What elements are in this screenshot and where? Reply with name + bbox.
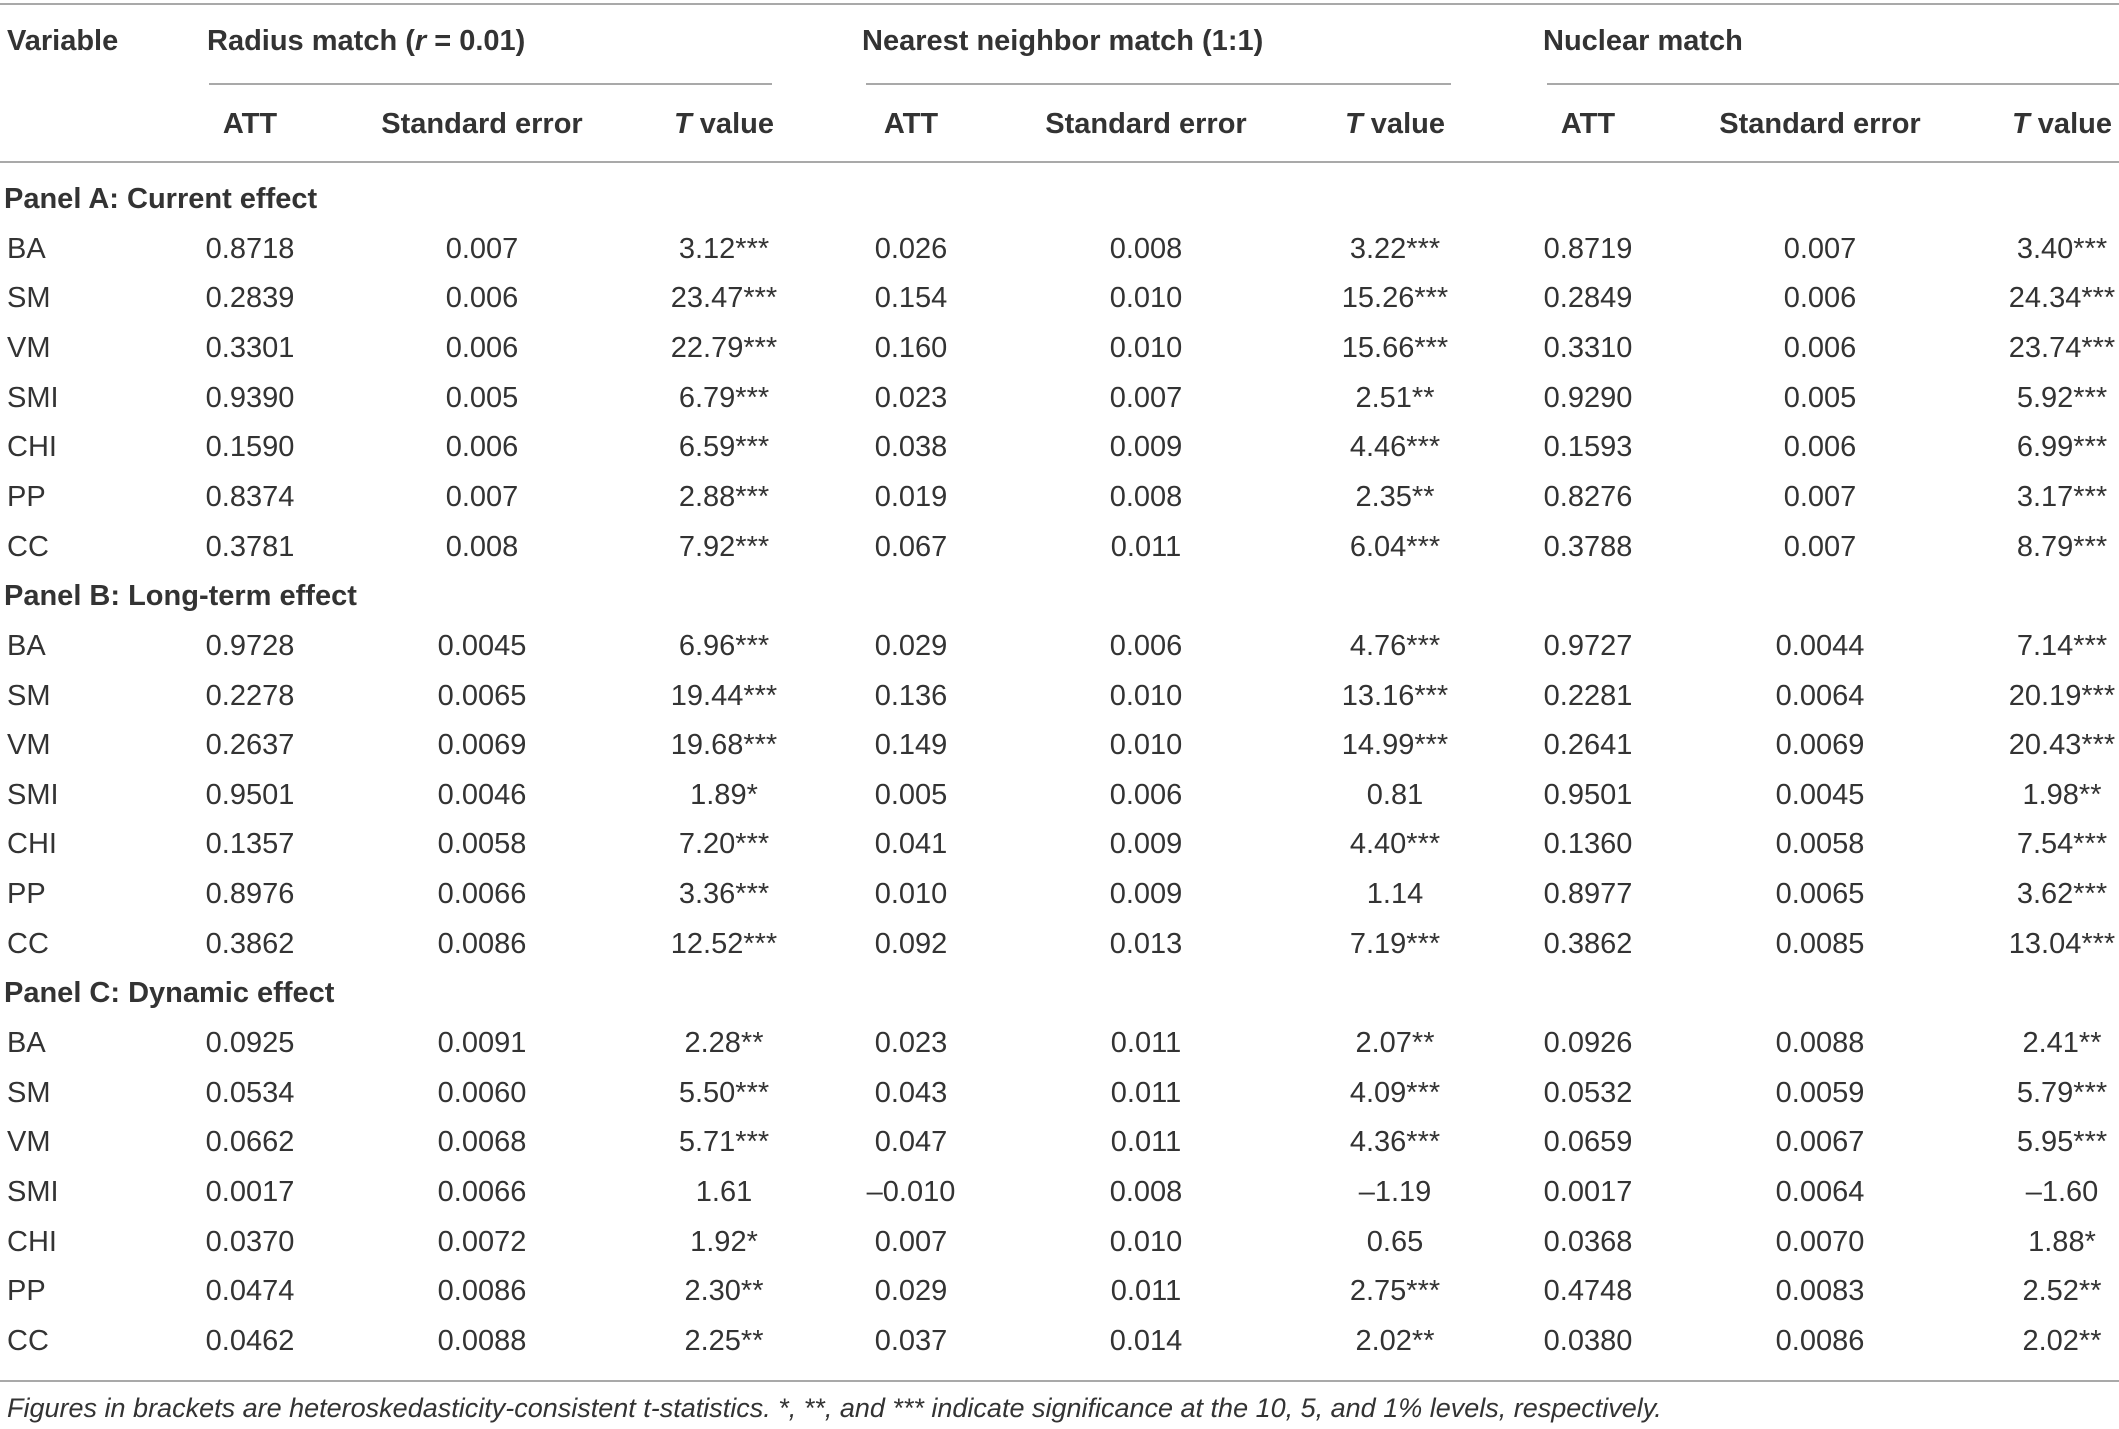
table-row (0, 720, 2119, 770)
radius-t-cell: 3.12*** (678, 232, 770, 265)
nuclear-se-cell: 0.0069 (1775, 729, 1865, 762)
nn-att-cell: 0.047 (874, 1126, 948, 1159)
table-row (0, 919, 2119, 969)
nuclear-t-cell: 2.52** (2022, 1275, 2102, 1308)
table-bottom-rule (0, 1380, 2119, 1382)
panel-title: Panel C: Dynamic effect (4, 977, 335, 1010)
variable-cell: BA (7, 1027, 46, 1060)
radius-se-cell: 0.0045 (437, 629, 527, 662)
table-row (0, 273, 2119, 323)
nuclear-t-cell: 24.34*** (2008, 282, 2116, 315)
nn-se-cell: 0.009 (1109, 878, 1183, 911)
radius-att-cell: 0.8374 (205, 480, 295, 513)
t-symbol: T (674, 108, 692, 140)
nn-t-cell: 2.51** (1355, 381, 1435, 414)
nn-t-cell: 15.26*** (1341, 282, 1449, 315)
radius-t-header (669, 99, 779, 149)
nn-t-cell: 4.09*** (1349, 1076, 1441, 1109)
radius-att-cell: 0.3301 (205, 331, 295, 364)
nuclear-att-cell: 0.8977 (1543, 878, 1633, 911)
table-row (0, 522, 2119, 572)
nuclear-se-cell: 0.0044 (1775, 629, 1865, 662)
nuclear-se-cell: 0.0083 (1775, 1275, 1865, 1308)
nn-att-header: ATT (883, 108, 939, 140)
table-row (0, 422, 2119, 472)
nuclear-att-cell: 0.4748 (1543, 1275, 1633, 1308)
variable-cell: CHI (7, 431, 57, 464)
variable-cell: SMI (7, 778, 59, 811)
nuclear-t-cell: 5.92*** (2016, 381, 2108, 414)
radius-se-cell: 0.007 (445, 232, 519, 265)
radius-t-cell: 5.71*** (678, 1126, 770, 1159)
nuclear-att-cell: 0.8719 (1543, 232, 1633, 265)
radius-t-cell: 2.88*** (678, 480, 770, 513)
radius-t-cell: 7.92*** (678, 530, 770, 563)
radius-group-rule (209, 83, 772, 85)
nn-att-cell: 0.010 (874, 878, 948, 911)
table-row (0, 323, 2119, 373)
radius-se-cell: 0.0091 (437, 1027, 527, 1060)
radius-symbol: r (414, 25, 427, 57)
nuclear-se-cell: 0.0070 (1775, 1225, 1865, 1258)
nn-t-cell: 2.07** (1355, 1027, 1435, 1060)
variable-cell: PP (7, 480, 46, 513)
nuclear-t-cell: 13.04*** (2008, 927, 2116, 960)
radius-att-cell: 0.0462 (205, 1324, 295, 1357)
variable-header: Variable (7, 25, 119, 57)
radius-t-cell: 6.79*** (678, 381, 770, 414)
nn-se-cell: 0.011 (1110, 530, 1182, 563)
nn-t-cell: 4.76*** (1349, 629, 1441, 662)
radius-se-cell: 0.0066 (437, 1176, 527, 1208)
nn-se-cell: 0.008 (1109, 1176, 1183, 1208)
radius-att-cell: 0.0017 (205, 1176, 295, 1208)
nuclear-t-cell: 2.02** (2022, 1324, 2102, 1357)
nuclear-att-cell: 0.2281 (1543, 679, 1633, 712)
radius-att-cell: 0.9390 (205, 381, 295, 414)
nn-t-cell: 2.02** (1355, 1324, 1435, 1357)
radius-t-cell: 19.44*** (670, 679, 778, 712)
nn-t-cell: 3.22*** (1349, 232, 1441, 265)
nn-se-cell: 0.007 (1109, 381, 1183, 414)
variable-cell: VM (7, 729, 51, 762)
variable-cell: CHI (7, 828, 57, 861)
nn-att-cell: –0.010 (866, 1176, 956, 1208)
radius-se-cell: 0.006 (445, 431, 519, 464)
subheader-row (0, 99, 2119, 149)
radius-att-cell: 0.9501 (205, 778, 295, 811)
header-bottom-rule (0, 161, 2119, 163)
t-symbol: T (1345, 108, 1363, 140)
table-row (0, 869, 2119, 919)
radius-t-cell: 22.79*** (670, 331, 778, 364)
variable-cell: SMI (7, 381, 59, 414)
nuclear-att-cell: 0.9290 (1543, 381, 1633, 414)
t-label-rest: value (691, 108, 774, 140)
radius-se-header: Standard error (381, 108, 583, 140)
table-row (0, 1316, 2119, 1366)
nn-se-header: Standard error (1045, 108, 1247, 140)
nn-se-cell: 0.014 (1109, 1324, 1183, 1357)
nuclear-t-cell: –1.60 (2025, 1176, 2099, 1208)
table-footnote: Figures in brackets are heteroskedasticity-consistent t-statistics. *, **, and *** indicate significance at the 10, 5, and 1% levels, respectively. (7, 1393, 1662, 1423)
variable-cell: SM (7, 282, 51, 315)
nn-att-cell: 0.041 (874, 828, 948, 861)
nn-t-cell: 1.14 (1366, 878, 1424, 911)
radius-att-cell: 0.2278 (205, 679, 295, 712)
variable-cell: CC (7, 1324, 49, 1357)
radius-t-cell: 2.30** (684, 1275, 764, 1308)
nearest-neighbor-group-rule (866, 83, 1451, 85)
nuclear-att-cell: 0.0017 (1543, 1176, 1633, 1208)
nn-att-cell: 0.019 (874, 480, 948, 513)
nuclear-se-cell: 0.007 (1783, 530, 1857, 563)
nuclear-se-cell: 0.0065 (1775, 878, 1865, 911)
nn-att-cell: 0.007 (874, 1225, 948, 1258)
nn-t-cell: 2.35** (1355, 480, 1435, 513)
nuclear-att-cell: 0.1593 (1543, 431, 1633, 464)
radius-se-cell: 0.0068 (437, 1126, 527, 1159)
nuclear-att-cell: 0.0380 (1543, 1324, 1633, 1357)
t-label-rest: value (2029, 108, 2112, 140)
radius-se-cell: 0.0086 (437, 927, 527, 960)
top-rule (0, 3, 2119, 5)
nuclear-se-cell: 0.006 (1783, 282, 1857, 315)
nuclear-att-cell: 0.8276 (1543, 480, 1633, 513)
nuclear-se-cell: 0.0045 (1775, 778, 1865, 811)
nn-att-cell: 0.023 (874, 1027, 948, 1060)
radius-att-cell: 0.8976 (205, 878, 295, 911)
radius-t-cell: 7.20*** (678, 828, 770, 861)
variable-cell: PP (7, 878, 46, 911)
nuclear-group-rule (1547, 83, 2119, 85)
variable-cell: VM (7, 1126, 51, 1159)
radius-att-cell: 0.1590 (205, 431, 295, 464)
nuclear-t-cell: 20.43*** (2008, 729, 2116, 762)
nuclear-se-cell: 0.0088 (1775, 1027, 1865, 1060)
nn-att-cell: 0.029 (874, 629, 948, 662)
nn-att-cell: 0.154 (874, 282, 948, 315)
nuclear-t-header (2007, 99, 2117, 149)
nuclear-se-cell: 0.007 (1783, 232, 1857, 265)
table-row (0, 224, 2119, 274)
nuclear-att-cell: 0.9501 (1543, 778, 1633, 811)
radius-se-cell: 0.008 (445, 530, 519, 563)
nn-att-cell: 0.005 (874, 778, 948, 811)
nn-se-cell: 0.008 (1109, 480, 1183, 513)
radius-se-cell: 0.007 (445, 480, 519, 513)
variable-cell: CHI (7, 1225, 57, 1258)
nuclear-att-cell: 0.3788 (1543, 530, 1633, 563)
nn-att-cell: 0.023 (874, 381, 948, 414)
radius-se-cell: 0.0069 (437, 729, 527, 762)
nn-se-cell: 0.010 (1109, 331, 1183, 364)
table-row (0, 373, 2119, 423)
radius-se-cell: 0.0072 (437, 1225, 527, 1258)
radius-att-header: ATT (222, 108, 278, 140)
radius-se-cell: 0.0086 (437, 1275, 527, 1308)
nuclear-t-cell: 3.17*** (2016, 480, 2108, 513)
nuclear-t-cell: 7.54*** (2016, 828, 2108, 861)
nuclear-se-cell: 0.0085 (1775, 927, 1865, 960)
nuclear-att-cell: 0.2641 (1543, 729, 1633, 762)
table-row (0, 1068, 2119, 1118)
nn-se-cell: 0.009 (1109, 431, 1183, 464)
radius-att-cell: 0.2637 (205, 729, 295, 762)
nn-se-cell: 0.010 (1109, 679, 1183, 712)
table-row (0, 1167, 2119, 1217)
radius-match-label-end: = 0.01) (426, 25, 526, 57)
radius-match-group-header (207, 21, 525, 61)
nuclear-se-cell: 0.0067 (1775, 1126, 1865, 1159)
nuclear-att-cell: 0.0659 (1543, 1126, 1633, 1159)
nuclear-se-cell: 0.0064 (1775, 1176, 1865, 1208)
table-row (0, 621, 2119, 671)
radius-se-cell: 0.0066 (437, 878, 527, 911)
variable-cell: BA (7, 629, 46, 662)
variable-cell: CC (7, 927, 49, 960)
table-row (0, 1018, 2119, 1068)
nn-se-cell: 0.009 (1109, 828, 1183, 861)
nn-att-cell: 0.136 (874, 679, 948, 712)
nuclear-se-cell: 0.0086 (1775, 1324, 1865, 1357)
nuclear-att-header: ATT (1560, 108, 1616, 140)
radius-t-cell: 1.89* (690, 778, 758, 811)
radius-t-cell: 19.68*** (670, 729, 778, 762)
nn-se-cell: 0.006 (1109, 629, 1183, 662)
nuclear-se-cell: 0.006 (1783, 331, 1857, 364)
nn-se-cell: 0.011 (1110, 1126, 1182, 1159)
nn-att-cell: 0.149 (874, 729, 948, 762)
nn-t-cell: –1.19 (1358, 1176, 1432, 1208)
nn-att-cell: 0.067 (874, 530, 948, 563)
nuclear-se-cell: 0.0059 (1775, 1076, 1865, 1109)
table-row (0, 770, 2119, 820)
nuclear-att-cell: 0.0368 (1543, 1225, 1633, 1258)
nn-t-cell: 0.65 (1366, 1225, 1424, 1258)
table-row (0, 472, 2119, 522)
nuclear-se-cell: 0.005 (1783, 381, 1857, 414)
nuclear-att-cell: 0.3862 (1543, 927, 1633, 960)
variable-cell: SM (7, 679, 51, 712)
nn-att-cell: 0.043 (874, 1076, 948, 1109)
panel-title: Panel B: Long-term effect (4, 580, 357, 613)
nn-att-cell: 0.037 (874, 1324, 948, 1357)
nuclear-se-cell: 0.007 (1783, 480, 1857, 513)
nn-se-cell: 0.013 (1109, 927, 1183, 960)
nn-se-cell: 0.011 (1110, 1076, 1182, 1109)
radius-att-cell: 0.0925 (205, 1027, 295, 1060)
radius-att-cell: 0.3781 (205, 530, 295, 563)
nuclear-t-cell: 2.41** (2022, 1027, 2102, 1060)
nuclear-t-cell: 5.95*** (2016, 1126, 2108, 1159)
t-symbol: T (2012, 108, 2030, 140)
nuclear-t-cell: 6.99*** (2016, 431, 2108, 464)
radius-att-cell: 0.3862 (205, 927, 295, 960)
variable-cell: SM (7, 1076, 51, 1109)
radius-se-cell: 0.0046 (437, 778, 527, 811)
nn-t-cell: 4.40*** (1349, 828, 1441, 861)
nn-t-cell: 0.81 (1366, 778, 1424, 811)
nn-att-cell: 0.026 (874, 232, 948, 265)
nuclear-se-header: Standard error (1719, 108, 1921, 140)
radius-se-cell: 0.0058 (437, 828, 527, 861)
nn-t-cell: 13.16*** (1341, 679, 1449, 712)
table-row (0, 1117, 2119, 1167)
table-row (0, 1217, 2119, 1267)
nuclear-t-cell: 8.79*** (2016, 530, 2108, 563)
variable-cell: VM (7, 331, 51, 364)
panel-title: Panel A: Current effect (4, 183, 318, 215)
nuclear-t-cell: 5.79*** (2016, 1076, 2108, 1109)
nuclear-t-cell: 3.40*** (2016, 232, 2108, 265)
radius-att-cell: 0.8718 (205, 232, 295, 265)
radius-se-cell: 0.0088 (437, 1324, 527, 1357)
nn-se-cell: 0.010 (1109, 729, 1183, 762)
nuclear-att-cell: 0.1360 (1543, 828, 1633, 861)
nuclear-se-cell: 0.006 (1783, 431, 1857, 464)
radius-t-cell: 3.36*** (678, 878, 770, 911)
nuclear-att-cell: 0.0926 (1543, 1027, 1633, 1060)
radius-att-cell: 0.9728 (205, 629, 295, 662)
nuclear-se-cell: 0.0064 (1775, 679, 1865, 712)
radius-t-cell: 23.47*** (670, 282, 778, 315)
nuclear-t-cell: 1.98** (2022, 778, 2102, 811)
radius-t-cell: 2.25** (684, 1324, 764, 1357)
variable-cell: BA (7, 232, 46, 265)
radius-se-cell: 0.006 (445, 331, 519, 364)
nuclear-att-cell: 0.2849 (1543, 282, 1633, 315)
nn-t-header (1340, 99, 1450, 149)
nn-t-cell: 2.75*** (1349, 1275, 1441, 1308)
nn-se-cell: 0.008 (1109, 232, 1183, 265)
nn-t-cell: 7.19*** (1349, 927, 1441, 960)
nn-att-cell: 0.160 (874, 331, 948, 364)
t-label-rest: value (1362, 108, 1445, 140)
radius-t-cell: 1.92* (690, 1225, 758, 1258)
table-row (0, 819, 2119, 869)
nuclear-se-cell: 0.0058 (1775, 828, 1865, 861)
radius-se-cell: 0.005 (445, 381, 519, 414)
nn-se-cell: 0.011 (1110, 1027, 1182, 1060)
radius-t-cell: 6.96*** (678, 629, 770, 662)
variable-cell: SMI (7, 1176, 59, 1208)
variable-cell: PP (7, 1275, 46, 1308)
nn-t-cell: 4.36*** (1349, 1126, 1441, 1159)
nuclear-t-cell: 23.74*** (2008, 331, 2116, 364)
nn-att-cell: 0.038 (874, 431, 948, 464)
nearest-neighbor-group-header: Nearest neighbor match (1:1) (862, 25, 1264, 57)
nuclear-att-cell: 0.3310 (1543, 331, 1633, 364)
nuclear-t-cell: 3.62*** (2016, 878, 2108, 911)
nn-t-cell: 4.46*** (1349, 431, 1441, 464)
radius-att-cell: 0.0370 (205, 1225, 295, 1258)
nn-t-cell: 6.04*** (1349, 530, 1441, 563)
radius-att-cell: 0.0662 (205, 1126, 295, 1159)
radius-se-cell: 0.0060 (437, 1076, 527, 1109)
radius-t-cell: 12.52*** (670, 927, 778, 960)
radius-t-cell: 2.28** (684, 1027, 764, 1060)
nn-se-cell: 0.006 (1109, 778, 1183, 811)
nuclear-att-cell: 0.0532 (1543, 1076, 1633, 1109)
radius-att-cell: 0.0534 (205, 1076, 295, 1109)
radius-se-cell: 0.0065 (437, 679, 527, 712)
table-row (0, 1266, 2119, 1316)
nn-t-cell: 14.99*** (1341, 729, 1449, 762)
radius-match-label-start: Radius match ( (207, 25, 415, 57)
radius-att-cell: 0.2839 (205, 282, 295, 315)
radius-att-cell: 0.0474 (205, 1275, 295, 1308)
radius-t-cell: 5.50*** (678, 1076, 770, 1109)
nn-se-cell: 0.010 (1109, 1225, 1183, 1258)
nn-t-cell: 15.66*** (1341, 331, 1449, 364)
nuclear-t-cell: 1.88* (2028, 1225, 2096, 1258)
variable-cell: CC (7, 530, 49, 563)
nuclear-att-cell: 0.9727 (1543, 629, 1633, 662)
nn-att-cell: 0.029 (874, 1275, 948, 1308)
radius-t-cell: 6.59*** (678, 431, 770, 464)
radius-t-cell: 1.61 (695, 1176, 753, 1208)
table-row (0, 671, 2119, 721)
nn-att-cell: 0.092 (874, 927, 948, 960)
nuclear-t-cell: 7.14*** (2016, 629, 2108, 662)
radius-se-cell: 0.006 (445, 282, 519, 315)
nuclear-t-cell: 20.19*** (2008, 679, 2116, 712)
nn-se-cell: 0.011 (1110, 1275, 1182, 1308)
radius-att-cell: 0.1357 (205, 828, 295, 861)
nuclear-match-group-header: Nuclear match (1543, 25, 1743, 57)
nn-se-cell: 0.010 (1109, 282, 1183, 315)
